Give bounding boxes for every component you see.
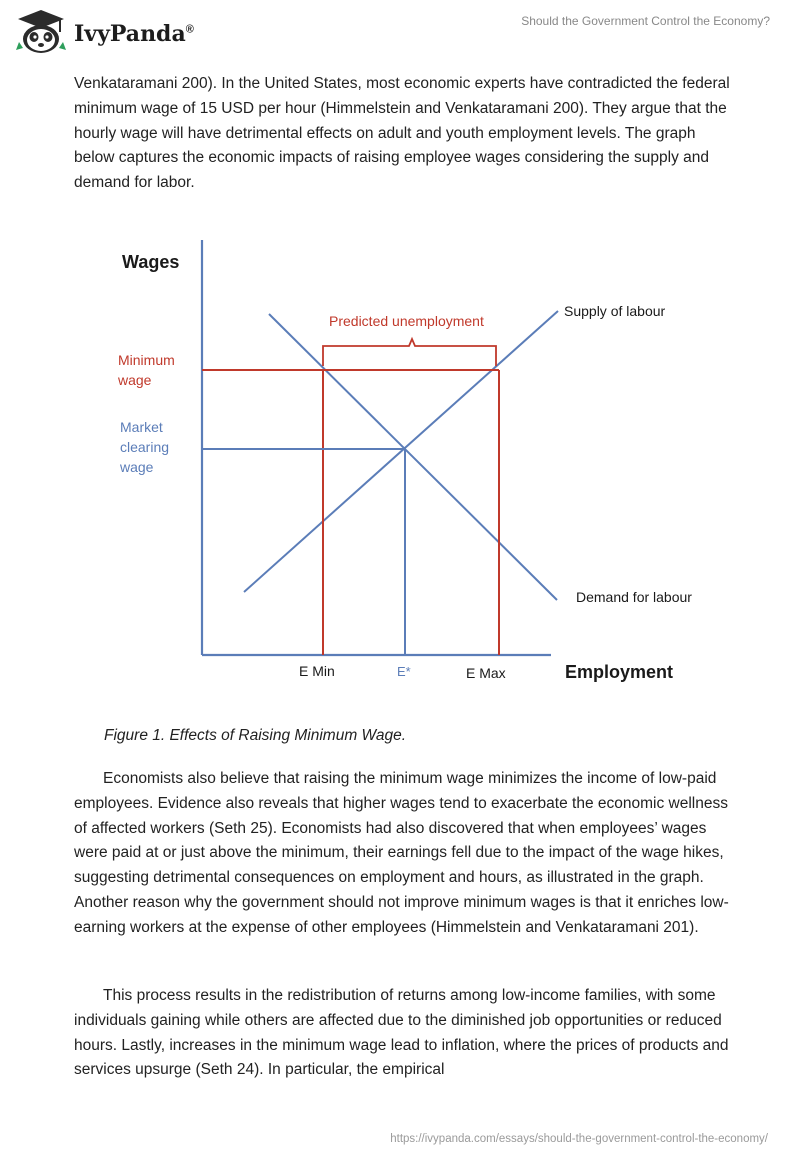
panda-logo-icon [14,8,68,56]
document-title: Should the Government Control the Economy? [521,14,770,28]
ivypanda-logo[interactable] [14,8,194,56]
unemployment-bracket [323,339,496,366]
y-axis-label: Wages [122,252,180,272]
market-clearing-label-3: wage [120,459,154,475]
market-clearing-label: Market [120,419,163,435]
demand-label: Demand for labour [576,589,692,605]
brand-name: IvyPanda® [74,21,194,47]
intro-paragraph: Venkataramani 200). In the United States, most economic experts have contradicted the federal minimum wage of 15 USD per hour (Himmelstein and Venkataramani 200). They argue that the hourly wage will have detrimental effects on adult and youth employment levels. The graph below captures the economic impacts of raising employee wages considering the supply and demand for labor. [74,75,730,192]
x-axis-label: Employment [565,662,674,682]
market-clearing-label-2: clearing [120,439,170,455]
source-url-link[interactable]: https://ivypanda.com/essays/should-the-government-control-the-economy/ [390,1133,768,1145]
minimum-wage-label-2: wage [118,372,152,388]
body-paragraph-1: Economists also believe that raising the minimum wage minimizes the income of low-paid employees. Evidence also reveals that higher wages tend to exacerbate the economic wellness of affected workers (Seth 25). Economists had also discovered that when employees’ wages were paid at or just above the minimum, their earnings fell due to the impact of the wage hikes, suggesting detrimental consequences on employment and hours, as illustrated in the graph. Another reason why the government should not improve minimum wages is that it enriches low-earning workers at the expense of other employees (Himmelstein and Venkataramani 201). [74,770,729,936]
tick-emin: E Min [299,663,335,679]
supply-curve [244,311,558,592]
tick-estar: E* [397,664,411,679]
tick-emax: E Max [466,665,506,681]
body-paragraph-2: This process results in the redistribution of returns among low-income families, with some individuals gaining while others are affected due to the diminished job opportunities or reduced hours. Lastly, increases in the minimum wage lead to inflation, where the prices of products and services upsurge (Seth 24). In particular, the empirical [74,987,729,1079]
figure-caption: Figure 1. Effects of Raising Minimum Wage. [104,727,407,744]
supply-label: Supply of labour [564,303,666,319]
minimum-wage-graph [96,218,740,696]
demand-curve [269,314,557,600]
predicted-unemployment-label: Predicted unemployment [329,313,484,329]
page-header [0,0,800,66]
minimum-wage-label: Minimum [118,352,175,368]
